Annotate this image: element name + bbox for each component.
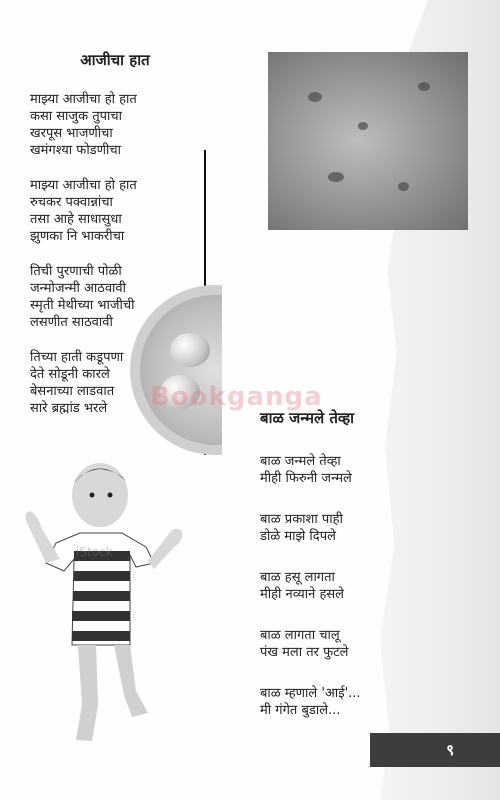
poem-line: पंख मला तर फुटले <box>260 645 349 660</box>
poem-line: स्मृती मेथीच्या भाजीची <box>30 298 135 313</box>
footer-bar <box>370 733 500 767</box>
poem-line: मीही नव्याने हसले <box>260 587 344 602</box>
poem-line: देते सोडूनी कारले <box>30 367 110 382</box>
poem-line: सारे ब्रह्मांड भरले <box>30 401 108 416</box>
poem-title: आजीचा हात <box>80 51 150 69</box>
page-number: ९ <box>446 741 454 759</box>
stanza <box>260 569 430 603</box>
baby-photo <box>18 455 208 755</box>
poem-line: कसा साजुक तुपाचा <box>30 109 122 124</box>
poem-baal-janmale-tevha <box>260 410 430 743</box>
poem-line: झुणका नि भाकरीचा <box>30 229 125 244</box>
poem-line: मी गंगेत बुडाले... <box>260 703 341 718</box>
bread-photo <box>268 52 468 230</box>
stanza <box>260 453 430 487</box>
poem-line: बेसनाच्या लाडवात <box>30 384 115 399</box>
poem-line: डोळे माझे दिपले <box>260 529 336 544</box>
stanza <box>260 627 430 661</box>
stanza <box>260 511 430 545</box>
poem-line: तसा आहे साधासुधा <box>30 212 122 227</box>
poem-title: बाळ जन्मले तेव्हा <box>260 409 355 427</box>
poem-line: बाळ लागता चालू <box>260 628 340 643</box>
baby-watermark: iStock <box>76 545 113 559</box>
poem-line: माझ्या आजीचा हो हात <box>30 178 137 193</box>
stanza <box>30 177 200 245</box>
poem-line: तिची पुरणाची पोळी <box>30 264 122 279</box>
stanza <box>260 685 430 719</box>
poem-line: खरपूस भाजणीचा <box>30 126 113 141</box>
poem-line: बाळ जन्मले तेव्हा <box>260 454 341 469</box>
poem-line: जन्मोजन्मी आठवावी <box>30 281 127 296</box>
poem-line: बाळ प्रकाशा पाही <box>260 512 343 527</box>
poem-line: माझ्या आजीचा हो हात <box>30 92 137 107</box>
poem-line: मीही फिरुनी जन्मले <box>260 471 352 486</box>
poem-line: खमंगश्या फोडणीचा <box>30 143 122 158</box>
poem-line: तिच्या हाती कडूपणा <box>30 350 124 365</box>
poem-line: बाळ म्हणाले 'आई'... <box>260 686 361 701</box>
poem-line: बाळ हसू लागता <box>260 570 335 585</box>
stanza <box>30 91 200 159</box>
poem-line: लसणीत साठवावी <box>30 315 113 330</box>
watermark-text: Bookganga <box>150 382 323 412</box>
poem-line: रुचकर पक्वान्नांचा <box>30 195 113 210</box>
